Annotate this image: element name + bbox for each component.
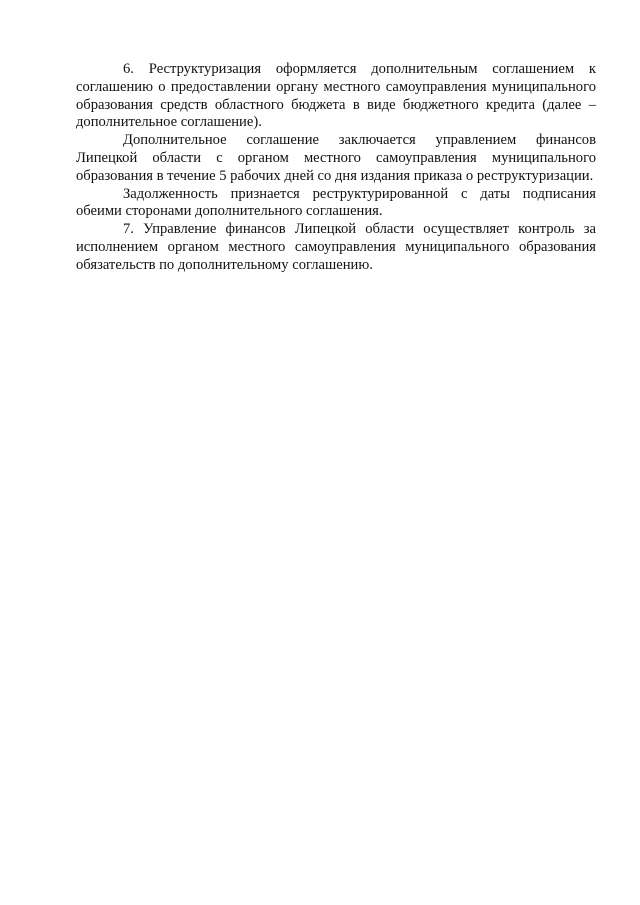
paragraph-debt-recognition: Задолженность признается реструктурированной с даты подписания обеими сторонами дополнительного соглашения. [76, 185, 596, 220]
paragraph-control: 7. Управление финансов Липецкой области осуществляет контроль за исполнением органом местного самоуправления муниципального образования обязательств по дополнительному соглашению. [76, 221, 596, 273]
document-body [76, 61, 596, 275]
paragraph-additional-agreement-conclusion: Дополнительное соглашение заключается управлением финансов Липецкой области с органом местного самоуправления муниципального образования в течение 5 рабочих дней со дня издания приказа о реструктуризации. [76, 132, 596, 184]
paragraph-restructuring-formalization: 6. Реструктуризация оформляется дополнительным соглашением к соглашению о предоставлении органу местного самоуправления муниципального образования средств областного бюджета в виде бюджетного кредита (далее – дополнительное соглашение). [76, 61, 596, 131]
